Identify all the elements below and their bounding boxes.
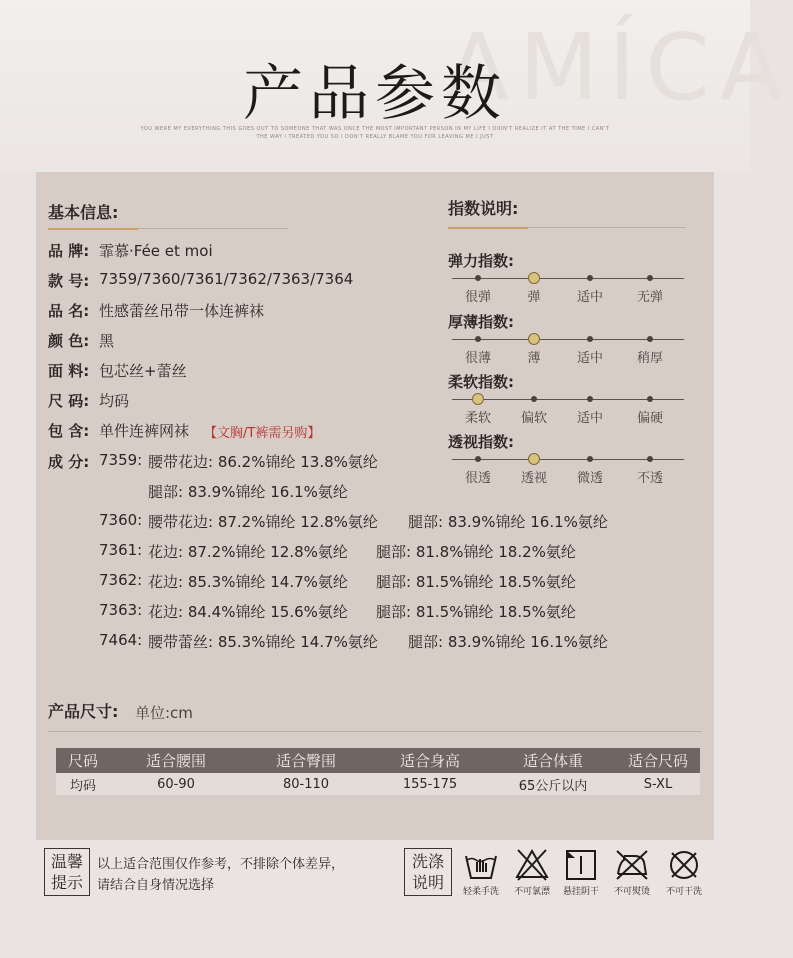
index-scale-option: 很弹 bbox=[464, 290, 491, 305]
index-scale-dot bbox=[475, 275, 481, 281]
size-label: 尺 码: bbox=[48, 392, 90, 410]
subtitle-line-2: THE WAY I TREATED YOU SO I DON'T REALLY BLAME YOU FOR LEAVING ME I JUST bbox=[256, 134, 494, 140]
index-scale-option: 弹 bbox=[527, 290, 541, 305]
index-scale-dot bbox=[587, 396, 593, 402]
column-header: 适合腰围 bbox=[145, 752, 206, 770]
care-label: 不可干洗 bbox=[665, 887, 702, 897]
hang-dry-icon bbox=[556, 848, 606, 897]
table-cell: 均码 bbox=[69, 778, 96, 794]
index-scale-name: 柔软指数: bbox=[448, 373, 514, 391]
index-scale-dot bbox=[647, 456, 653, 462]
index-scale-option: 不透 bbox=[636, 471, 663, 486]
composition-part-a: 腰带花边: 86.2%锦纶 13.8%氨纶 bbox=[148, 453, 378, 471]
subtitle-line-1: YOU WERE MY EVERYTHING THIS GOES OUT TO SOMEONE THAT WAS ONCE THE MOST IMPORTANT PERSON IN MY LIFE I DIDN'T REALIZE IT AT THE TIME I CAN'T bbox=[140, 126, 610, 132]
composition-code: 7363: bbox=[99, 601, 143, 619]
index-scale-option: 薄 bbox=[527, 351, 541, 366]
index-selected-marker bbox=[528, 272, 540, 284]
includes-value: 单件连裤网袜 bbox=[99, 422, 190, 440]
index-scale-option: 很薄 bbox=[464, 351, 491, 366]
composition-part-b: 腿部: 81.5%锦纶 18.5%氨纶 bbox=[376, 603, 576, 621]
index-scale-dot bbox=[587, 336, 593, 342]
style-no-value: 7359/7360/7361/7362/7363/7364 bbox=[99, 270, 354, 288]
wash-box: 洗涤 说明 bbox=[404, 848, 452, 896]
tip-line-2: 请结合自身情况选择 bbox=[97, 878, 215, 893]
size-heading: 产品尺寸: bbox=[48, 702, 119, 721]
index-scale-dot bbox=[647, 396, 653, 402]
index-selected-marker bbox=[472, 393, 484, 405]
index-scale-option: 偏硬 bbox=[636, 411, 663, 426]
index-scale-dot bbox=[475, 336, 481, 342]
index-selected-marker bbox=[528, 453, 540, 465]
no-iron-icon bbox=[607, 848, 657, 897]
product-name-value: 性感蕾丝吊带一体连裤袜 bbox=[99, 302, 265, 320]
composition-code: 7359: bbox=[99, 451, 143, 469]
index-scale-dot bbox=[475, 456, 481, 462]
care-label: 悬挂阴干 bbox=[562, 887, 599, 897]
composition-part-b: 腿部: 81.5%锦纶 18.5%氨纶 bbox=[376, 573, 576, 591]
index-scale-option: 柔软 bbox=[464, 411, 491, 426]
brand-label: 品 牌: bbox=[48, 242, 90, 260]
no-bleach-icon bbox=[507, 848, 557, 897]
size-heading-rule bbox=[48, 731, 702, 732]
composition-part-a: 花边: 87.2%锦纶 12.8%氨纶 bbox=[148, 543, 348, 561]
index-scale-option: 偏软 bbox=[520, 411, 547, 426]
composition-label: 成 分: bbox=[48, 453, 90, 471]
index-scale-option: 很透 bbox=[464, 471, 491, 486]
composition-code: 7360: bbox=[99, 511, 143, 529]
care-label: 不可氯漂 bbox=[513, 887, 550, 897]
index-scale-dot bbox=[647, 275, 653, 281]
tip-line-1: 以上适合范围仅作参考，不排除个体差异， bbox=[97, 857, 345, 872]
fabric-label: 面 料: bbox=[48, 362, 90, 380]
index-heading-accent bbox=[448, 227, 528, 229]
size-table bbox=[56, 748, 700, 795]
column-header: 尺码 bbox=[67, 752, 98, 770]
index-scale-dot bbox=[531, 396, 537, 402]
watermark: AMÍCA bbox=[446, 14, 793, 121]
composition-code: 7464: bbox=[99, 631, 143, 649]
table-cell: 80-110 bbox=[282, 776, 330, 792]
table-cell: 155-175 bbox=[402, 776, 458, 792]
table-cell: 60-90 bbox=[157, 776, 195, 792]
column-header: 适合臀围 bbox=[275, 752, 336, 770]
table-row bbox=[56, 773, 700, 795]
page-title: 产品参数 bbox=[243, 59, 507, 129]
index-scale-option: 微透 bbox=[576, 471, 603, 486]
index-heading: 指数说明: bbox=[448, 199, 519, 218]
includes-label: 包 含: bbox=[48, 422, 90, 440]
style-no-label: 款 号: bbox=[48, 272, 90, 290]
index-scale-name: 透视指数: bbox=[448, 433, 514, 451]
index-selected-marker bbox=[528, 333, 540, 345]
size-table-header bbox=[56, 748, 700, 773]
brand-value: 霏慕·Fée et moi bbox=[99, 242, 213, 260]
basic-info-heading: 基本信息: bbox=[48, 203, 119, 222]
product-name-label: 品 名: bbox=[48, 302, 90, 320]
index-scale-name: 弹力指数: bbox=[448, 252, 514, 270]
index-scale-option: 适中 bbox=[576, 290, 603, 305]
composition-part-b: 腿部: 83.9%锦纶 16.1%氨纶 bbox=[408, 633, 608, 651]
color-value: 黑 bbox=[99, 332, 115, 350]
no-dry-clean-icon bbox=[659, 848, 709, 897]
color-label: 颜 色: bbox=[48, 332, 90, 350]
index-scale-option: 适中 bbox=[576, 351, 603, 366]
index-scale-option: 无弹 bbox=[636, 290, 663, 305]
composition-code: 7362: bbox=[99, 571, 143, 589]
index-scale-option: 稍厚 bbox=[636, 351, 663, 366]
composition-part-a: 腰带花边: 87.2%锦纶 12.8%氨纶 bbox=[148, 513, 378, 531]
composition-code: 7361: bbox=[99, 541, 143, 559]
column-header: 适合尺码 bbox=[627, 752, 688, 770]
composition-part-a: 花边: 85.3%锦纶 14.7%氨纶 bbox=[148, 573, 348, 591]
basic-heading-rule bbox=[138, 228, 288, 229]
table-cell: S-XL bbox=[643, 776, 673, 792]
includes-note: 【文胸/T裤需另购】 bbox=[204, 426, 321, 441]
column-header: 适合体重 bbox=[522, 752, 583, 770]
fabric-value: 包芯丝+蕾丝 bbox=[99, 362, 187, 380]
index-scale-dot bbox=[587, 456, 593, 462]
size-value: 均码 bbox=[99, 392, 130, 410]
index-scale-option: 透视 bbox=[520, 471, 547, 486]
table-cell: 65公斤以内 bbox=[518, 778, 588, 794]
index-scale-dot bbox=[647, 336, 653, 342]
column-header: 适合身高 bbox=[399, 752, 460, 770]
composition-part-b: 腿部: 83.9%锦纶 16.1%氨纶 bbox=[148, 483, 348, 501]
care-label: 轻柔手洗 bbox=[462, 887, 499, 897]
index-scale-name: 厚薄指数: bbox=[448, 313, 514, 331]
hand-wash-icon bbox=[456, 848, 506, 897]
composition-part-a: 腰带蕾丝: 85.3%锦纶 14.7%氨纶 bbox=[148, 633, 378, 651]
composition-part-b: 腿部: 81.8%锦纶 18.2%氨纶 bbox=[376, 543, 576, 561]
index-heading-rule bbox=[528, 227, 686, 228]
tip-box: 温馨 提示 bbox=[44, 848, 90, 896]
size-unit: 单位:cm bbox=[135, 704, 193, 722]
basic-heading-accent bbox=[48, 228, 138, 230]
composition-part-b: 腿部: 83.9%锦纶 16.1%氨纶 bbox=[408, 513, 608, 531]
care-label: 不可熨烫 bbox=[613, 887, 650, 897]
index-scale-dot bbox=[587, 275, 593, 281]
composition-part-a: 花边: 84.4%锦纶 15.6%氨纶 bbox=[148, 603, 348, 621]
index-scale-option: 适中 bbox=[576, 411, 603, 426]
